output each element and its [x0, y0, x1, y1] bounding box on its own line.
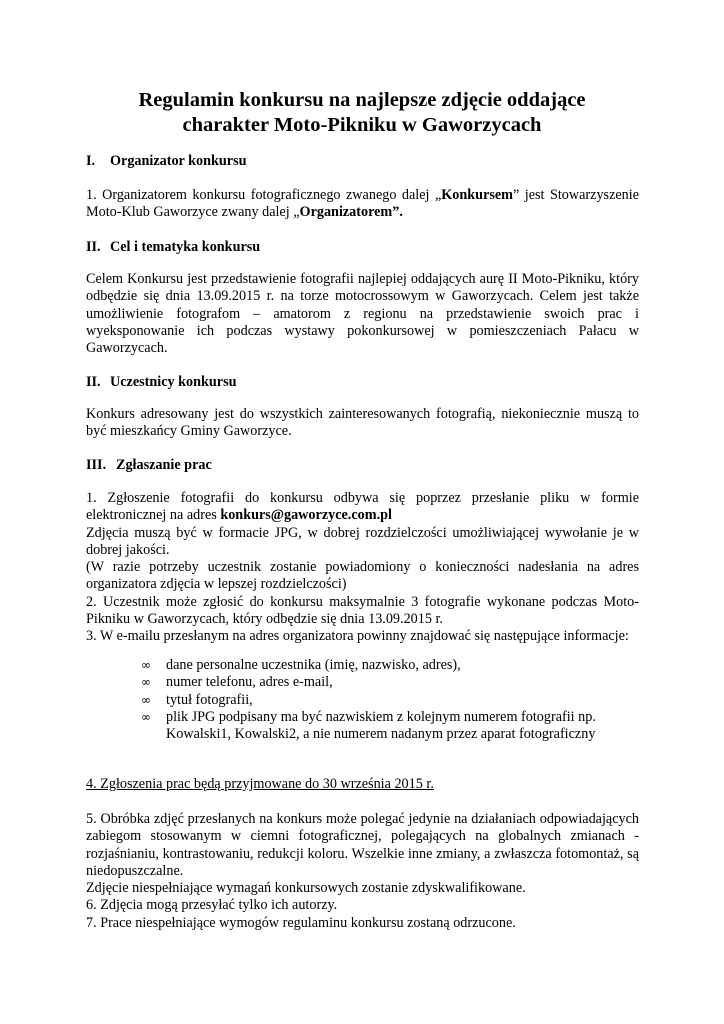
- term-konkurs: Konkursem: [441, 187, 513, 203]
- organizer-line-2: [86, 204, 639, 221]
- submission-paragraphs: [86, 490, 639, 646]
- disqualification-note: Zdjęcie niespełniające wymagań konkursowych zostanie zdyskwalifikowane.: [86, 880, 526, 897]
- title-line-2: charakter Moto-Pikniku w Gaworzycach: [182, 114, 542, 136]
- list-item: [141, 709, 639, 744]
- goal-paragraph: [86, 271, 639, 357]
- infinity-bullet-icon: ∞: [141, 709, 151, 724]
- infinity-bullet-icon: ∞: [141, 675, 151, 690]
- format-requirement: Zdjęcia muszą być w formacie JPG, w dobrej rozdzielczości umożliwiającej wywołanie je w dobrej jakości.: [86, 524, 639, 558]
- section-number: III.: [86, 457, 107, 473]
- submission-point-1: [86, 490, 639, 525]
- participants-paragraph: [86, 406, 639, 441]
- processing-point-5: 5. Obróbka zdjęć przesłanych na konkurs może polegać jedynie na działaniach odpowiadających zabiegom stosowanym w ciemni fotograficznej, polegających na globalnych zmianach - rozjaśnianiu, kontrastowaniu, redukcji koloru. Wszelkie inne zmiany, a zwłaszcza fotomontaż, są niedopuszczalne.: [86, 811, 639, 879]
- list-item-text: tytuł fotografii,: [166, 691, 253, 708]
- submission-point-2: 2. Uczestnik może zgłosić do konkursu maksymalnie 3 fotografie wykonane podczas Moto-Pikniku w Gaworzycach, który odbędzie się dnia 13.09.2015 r.: [86, 593, 639, 628]
- deadline-text: 4. Zgłoszenia prac będą przyjmowane do 30 września 2015 r.: [86, 776, 434, 792]
- organizer-paragraph: [86, 187, 639, 222]
- submission-point-3: 3. W e-mailu przesłanym na adres organizatora powinny znajdować się następujące informacje:: [86, 628, 629, 645]
- organizer-line-1: [86, 187, 639, 204]
- section-number: II.: [86, 374, 101, 390]
- goal-text: Celem Konkursu jest przedstawienie fotografii najlepiej oddających aurę II Moto-Pikniku, który odbędzie się dnia 13.09.2015 r. na torze motocrossowym w Gaworzycach. Celem jest także umożliwienie fotografom – amatorom z regionu na przedstawienie swoich prac i wyeksponowanie ich podczas wystawy pokonkursowej w pomieszczeniach Pałacu w Gaworzycach.: [86, 271, 639, 357]
- text-run: 1. Organizatorem konkursu fotograficznego zwanego dalej „: [86, 187, 442, 203]
- text-run: 1. Zgłoszenie fotografii do konkursu odbywa się poprzez przesłanie pliku w formie elektronicznej na adres: [86, 490, 639, 524]
- list-item-text: dane personalne uczestnika (imię, nazwisko, adres),: [166, 657, 461, 673]
- infinity-bullet-icon: ∞: [141, 692, 151, 707]
- deadline-line: [86, 776, 639, 793]
- document-title: [84, 88, 640, 138]
- contact-email: konkurs@gaworzyce.com.pl: [220, 507, 392, 524]
- section-heading-goal: [86, 239, 639, 256]
- list-item: [141, 657, 639, 674]
- section-number: II.: [86, 239, 101, 255]
- section-title: Organizator konkursu: [110, 153, 247, 169]
- list-item: [141, 692, 639, 709]
- list-item-text: numer telefonu, adres e-mail,: [166, 674, 333, 691]
- title-line-1: Regulamin konkursu na najlepsze zdjęcie oddające: [138, 89, 586, 111]
- section-heading-submission: [86, 457, 639, 474]
- section-heading-participants: [86, 374, 639, 391]
- section-title: Cel i tematyka konkursu: [110, 239, 261, 255]
- processing-rules: [86, 811, 639, 932]
- list-item: [141, 674, 639, 691]
- section-heading-organizer: [86, 153, 639, 170]
- text-run: ” jest Stowarzyszenie: [513, 187, 639, 203]
- processing-point-6: 6. Zdjęcia mogą przesyłać tylko ich autorzy.: [86, 897, 338, 914]
- term-organizator: Organizatorem”.: [299, 204, 403, 221]
- section-title: Zgłaszanie prac: [116, 457, 212, 473]
- section-title: Uczestnicy konkursu: [110, 374, 237, 390]
- text-run: Moto-Klub Gaworzyce zwany dalej „: [86, 204, 300, 221]
- participants-text: Konkurs adresowany jest do wszystkich zainteresowanych fotografią, niekoniecznie muszą to być mieszkańcy Gminy Gaworzyce.: [86, 406, 639, 440]
- list-item-text: plik JPG podpisany ma być nazwiskiem z kolejnym numerem fotografii np. Kowalski1, Kowalski2, a nie numerem nadanym przez aparat fotograficzny: [166, 708, 596, 743]
- section-number: I.: [86, 153, 96, 169]
- info-bullet-list: [141, 657, 639, 743]
- processing-point-7: 7. Prace niespełniające wymogów regulaminu konkursu zostaną odrzucone.: [86, 914, 516, 931]
- resolution-note: (W razie potrzeby uczestnik zostanie powiadomiony o konieczności nadesłania na adres organizatora zdjęcia w lepszej rozdzielczości): [86, 559, 639, 593]
- infinity-bullet-icon: ∞: [141, 658, 151, 672]
